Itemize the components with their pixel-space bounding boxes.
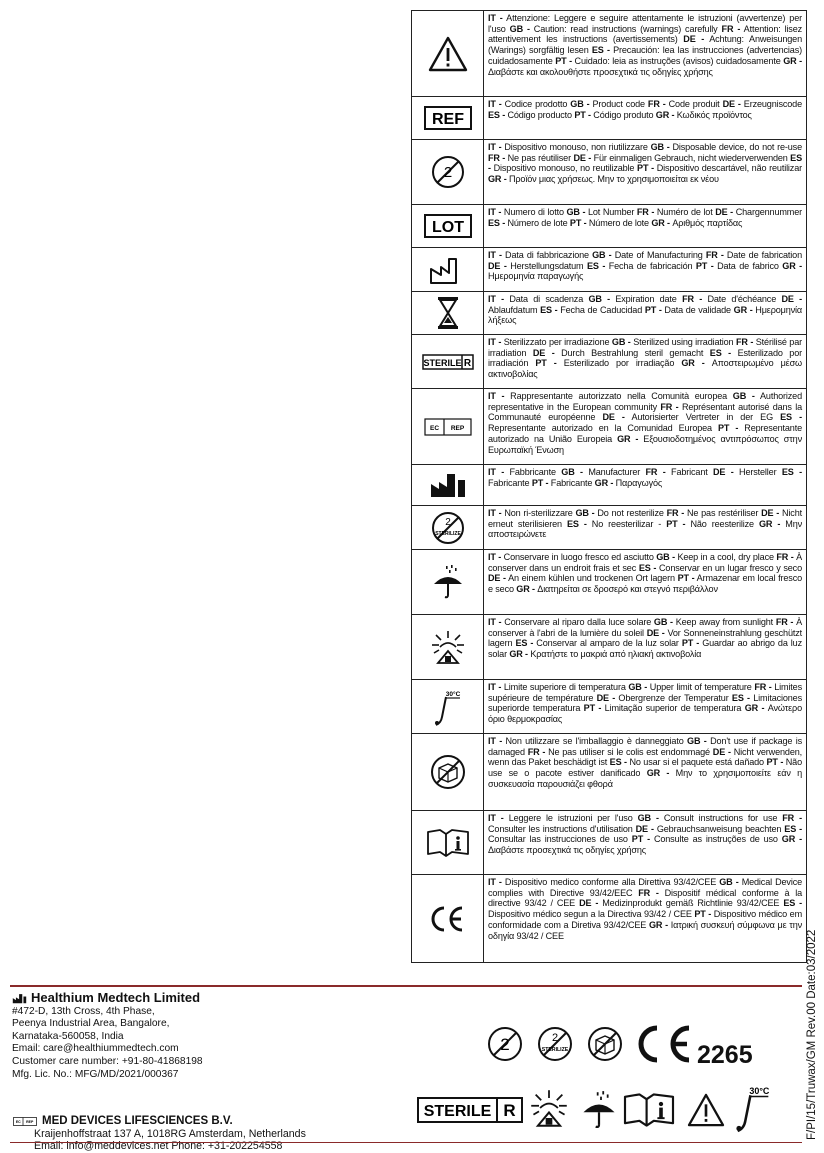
manufacturer-name: Healthium Medtech Limited (31, 990, 201, 1005)
manufacture-date-icon (412, 248, 484, 291)
symbol-description: IT - Data di fabbricazione GB - Date of Manufacturing FR - Date de fabrication DE - Herstellungsdatum ES - Fecha de fabricación PT - Data de fabrico GR - Ημερομηνία παραγωγής (488, 250, 802, 282)
symbol-description: IT - Non utilizzare se l'imballaggio è danneggiato GB - Don't use if package is damaged FR - Ne pas utiliser si le colis est endommagé DE - Nicht verwenden, wenn das Paket beschädigt ist ES - No usar si el paquete está dañado PT - Não use se o pacote estiver danificado GR - Μην το χρησιμοποιείτε εάν η συσκευασία παρουσιάζει φθορά (488, 736, 803, 789)
symbol-description: IT - Leggere le istruzioni per l'uso GB - Consult instructions for use FR - Consulter les instructions d'utilisation DE - Gebrauchsanweisung beachten ES - Consultar las instrucciones de uso PT - Consulte as instruções de uso GR - Διαβάστε προσεχτικά τις οδηγίες χρήσης (488, 813, 802, 856)
consult-instructions-icon (412, 811, 484, 874)
address-line: Karnataka-560058, India (12, 1030, 124, 1042)
symbol-row (412, 615, 806, 680)
keep-dry-icon (581, 1090, 617, 1130)
symbol-row (412, 506, 806, 550)
svg-text:2: 2 (551, 1032, 559, 1044)
symbol-description: IT - Codice prodotto GB - Product code FR - Code produit DE - Erzeugniscode ES - Código producto PT - Código produto GR - Κωδικός προϊόντος (488, 99, 802, 120)
email-line: Email: care@healthiummedtech.com (12, 1043, 179, 1055)
svg-text:STERILIZE: STERILIZE (541, 1047, 569, 1053)
address-line: #472-D, 13th Cross, 4th Phase, (12, 1005, 155, 1017)
temperature-limit-icon (412, 680, 484, 733)
svg-text:2: 2 (444, 516, 451, 528)
svg-text:STERILE: STERILE (422, 357, 462, 368)
address-line: Peenya Industrial Area, Bangalore, (12, 1018, 170, 1030)
symbol-row (412, 97, 806, 140)
damaged-package-icon (412, 734, 484, 810)
representative-name: MED DEVICES LIFESCIENCES B.V. (42, 1115, 233, 1127)
symbol-row (412, 875, 806, 963)
symbol-description: IT - Dispositivo monouso, non riutilizzare GB - Disposable device, do not re-use FR - Ne pas réutiliser DE - Für einmaligen Gebrauch, nicht wiederverwenden ES - Dispositivo monouso, no reutilizable PT - Dispositivo descartável, não reutilizar GR - Προϊόν μιας χρήσεως. Μην το χρησιμοποιείται εκ νέου (488, 142, 803, 185)
symbol-description: IT - Limite superiore di temperatura GB - Upper limit of temperature FR - Limites supérieure de température DE - Obergrenze der Temperatur ES - Limitaciones superiorde temperatura PT - Limitação superior de temperatura GR - Ανώτερο όριο θερμοκρασίας (488, 682, 802, 725)
symbol-description: IT - Conservare al riparo dalla luce solare GB - Keep away from sunlight FR - À conserver à l'abri de la lumière du soleil DE - Vor Sonneneinstrahlung geschützt lagern ES - Conservar al amparo de la luz solar PT - Guardar ao abrigo da luz solar GR - Κρατήστε το μακριά από ηλιακή ακτινοβολία (488, 617, 802, 660)
representative-address: Kraijenhoffstraat 137 A, 1018RG Amsterdam, Netherlands (34, 1127, 306, 1140)
symbol-description: IT - Numero di lotto GB - Lot Number FR - Numéro de lot DE - Chargennummer ES - Número de lote PT - Número de lote GR - Αριθμός παρτίδας (488, 207, 802, 228)
ref-label: REF (431, 111, 464, 128)
footer-divider (10, 985, 802, 987)
symbol-row (412, 248, 806, 292)
sterile-r-icon (417, 1097, 523, 1123)
hourglass-icon (412, 292, 484, 334)
symbol-row (412, 205, 806, 248)
symbol-row (412, 335, 806, 389)
svg-text:EC: EC (15, 1119, 21, 1124)
symbol-description: IT - Conservare in luogo fresco ed asciutto GB - Keep in a cool, dry place FR - À conserver dans un endroit frais et sec ES - Conservar en un lugar fresco y seco DE - An einem kühlen und trockenen Ort lagern PT - Armazenar em local fresco e seco GR - Διατηρείται σε δροσερό και στεγνό περιβάλλον (488, 552, 803, 595)
ec-rep-icon (12, 1117, 38, 1126)
svg-text:STERILE: STERILE (423, 1103, 492, 1120)
svg-text:R: R (463, 357, 471, 369)
symbol-row (412, 550, 806, 615)
symbol-row (412, 140, 806, 205)
svg-text:EC: EC (429, 424, 439, 432)
symbol-description: IT - Rappresentante autorizzato nella Comunità europea GB - Authorized representative in the European community FR - Représentant autorisé dans la Communauté européenne DE - Autorisierter Vertreter in der EG ES - Representante autorizado en la Comunidad Europea PT - Representante autorizado na União Europeia GR - Εξουσιοδοτημένος αντιπρόσωπος στην Ευρωπαϊκή Ένωση (488, 391, 803, 455)
svg-text:R: R (503, 1101, 516, 1120)
keep-from-sunlight-icon (529, 1088, 569, 1128)
document-code: F/PI/15/Truwax/GM Rev.00 Date:03/2022 (806, 929, 818, 1140)
svg-text:STERILIZE: STERILIZE (434, 530, 461, 537)
ref-icon (412, 97, 484, 139)
notified-body-number: 2265 (697, 1041, 753, 1069)
symbol-description: IT - Dispositivo medico conforme alla Direttiva 93/42/CEE GB - Medical Device complies with Directive 93/42/EEC FR - Dispositif médical conforme à la directive 93/42 / CEE DE - Medizinprodukt gemäß Richtlinie 93/42/CEE ES - Dispositivo médico segun a la Directiva 93/42 / CEE PT - Dispositivo médico em conformidade com a Diretiva 93/42/CEE GR - Ιατρική συσκευή σύμφωνα με την οδηγία 93/42 / CEE (488, 877, 803, 941)
single-use-icon (487, 1026, 523, 1062)
symbol-description: IT - Attenzione: Leggere e seguire attentamente le istruzioni (avvertenze) per l'uso GB - Caution: read instructions (warnings) carefully FR - Attention: lisez attentivement les instructions (avertissements) DE - Achtung: Anweisungen (Warings) sorgfältig lesen ES - Precaución: lea las instrucciones (advertencias) cuidadosamente PT - Cuidado: leia as instruções (avisos) cuidadosamente GR - Διαβάστε και ακολουθήστε προσεχτικά τις οδηγίες χρήσης (488, 13, 803, 77)
do-not-resterilize-icon (412, 506, 484, 549)
ce-mark-icon (412, 875, 484, 962)
lot-icon (412, 205, 484, 247)
svg-text:REP: REP (450, 424, 464, 432)
svg-text:2: 2 (500, 1035, 510, 1054)
symbol-row (412, 734, 806, 811)
symbol-row (412, 11, 806, 97)
phone-line: Customer care number: +91-80-41868198 (12, 1055, 203, 1067)
symbol-row (412, 811, 806, 875)
symbol-row (412, 292, 806, 335)
keep-from-sunlight-icon (412, 615, 484, 679)
symbol-description: IT - Data di scadenza GB - Expiration date FR - Date d'échéance DE - Ablaufdatum ES - Fecha de Caducidad PT - Data de validade GR - Ημερομηνία λήξεως (488, 294, 802, 326)
svg-text:2: 2 (443, 164, 452, 181)
caution-icon (412, 11, 484, 96)
do-not-resterilize-icon (537, 1026, 573, 1062)
symbol-description: IT - Sterilizzato per irradiazione GB - Sterilized using irradiation FR - Stérilisé par irradiation DE - Durch Bestrahlung steril gemacht ES - Esterilizado por irradiación PT - Esterilizado por irradiação GR - Αποστειρωμένο μέσω ακτινοβολίας (488, 337, 802, 380)
consult-instructions-icon (622, 1092, 676, 1128)
representative-contact: Email: info@meddevices.net Phone: +31-202254558 (34, 1140, 283, 1153)
ce-mark-icon (632, 1024, 694, 1064)
svg-text:REP: REP (26, 1119, 34, 1124)
damaged-package-icon (587, 1026, 623, 1062)
svg-text:30°C: 30°C (445, 690, 460, 698)
symbols-table (411, 10, 807, 963)
license-line: Mfg. Lic. No.: MFG/MD/2021/000367 (12, 1068, 179, 1080)
ec-rep-icon (412, 389, 484, 464)
manufacturer-icon (12, 993, 27, 1004)
symbol-row (412, 389, 806, 465)
manufacturer-icon (412, 465, 484, 505)
symbol-description: IT - Fabbricante GB - Manufacturer FR - Fabricant DE - Hersteller ES - Fabricante PT - Fabricante GR - Παραγωγός (488, 467, 802, 488)
symbol-row (412, 680, 806, 734)
symbol-row (412, 465, 806, 506)
manufacturer-block (12, 992, 203, 1081)
svg-text:30°C: 30°C (749, 1085, 770, 1096)
keep-dry-icon (412, 550, 484, 614)
lot-label: LOT (431, 219, 464, 236)
caution-icon (687, 1093, 725, 1127)
sterile-r-icon (412, 335, 484, 388)
single-use-icon (412, 140, 484, 204)
representative-block (12, 1115, 306, 1153)
bottom-rule (10, 1142, 802, 1143)
symbol-description: IT - Non ri-sterilizzare GB - Do not resterilize FR - Ne pas restériliser DE - Nicht erneut sterilisieren ES - No reesterilizar - PT - Não reesterilize GR - Μην αποστειρώνετε (488, 508, 803, 540)
temperature-limit-icon (730, 1082, 776, 1134)
